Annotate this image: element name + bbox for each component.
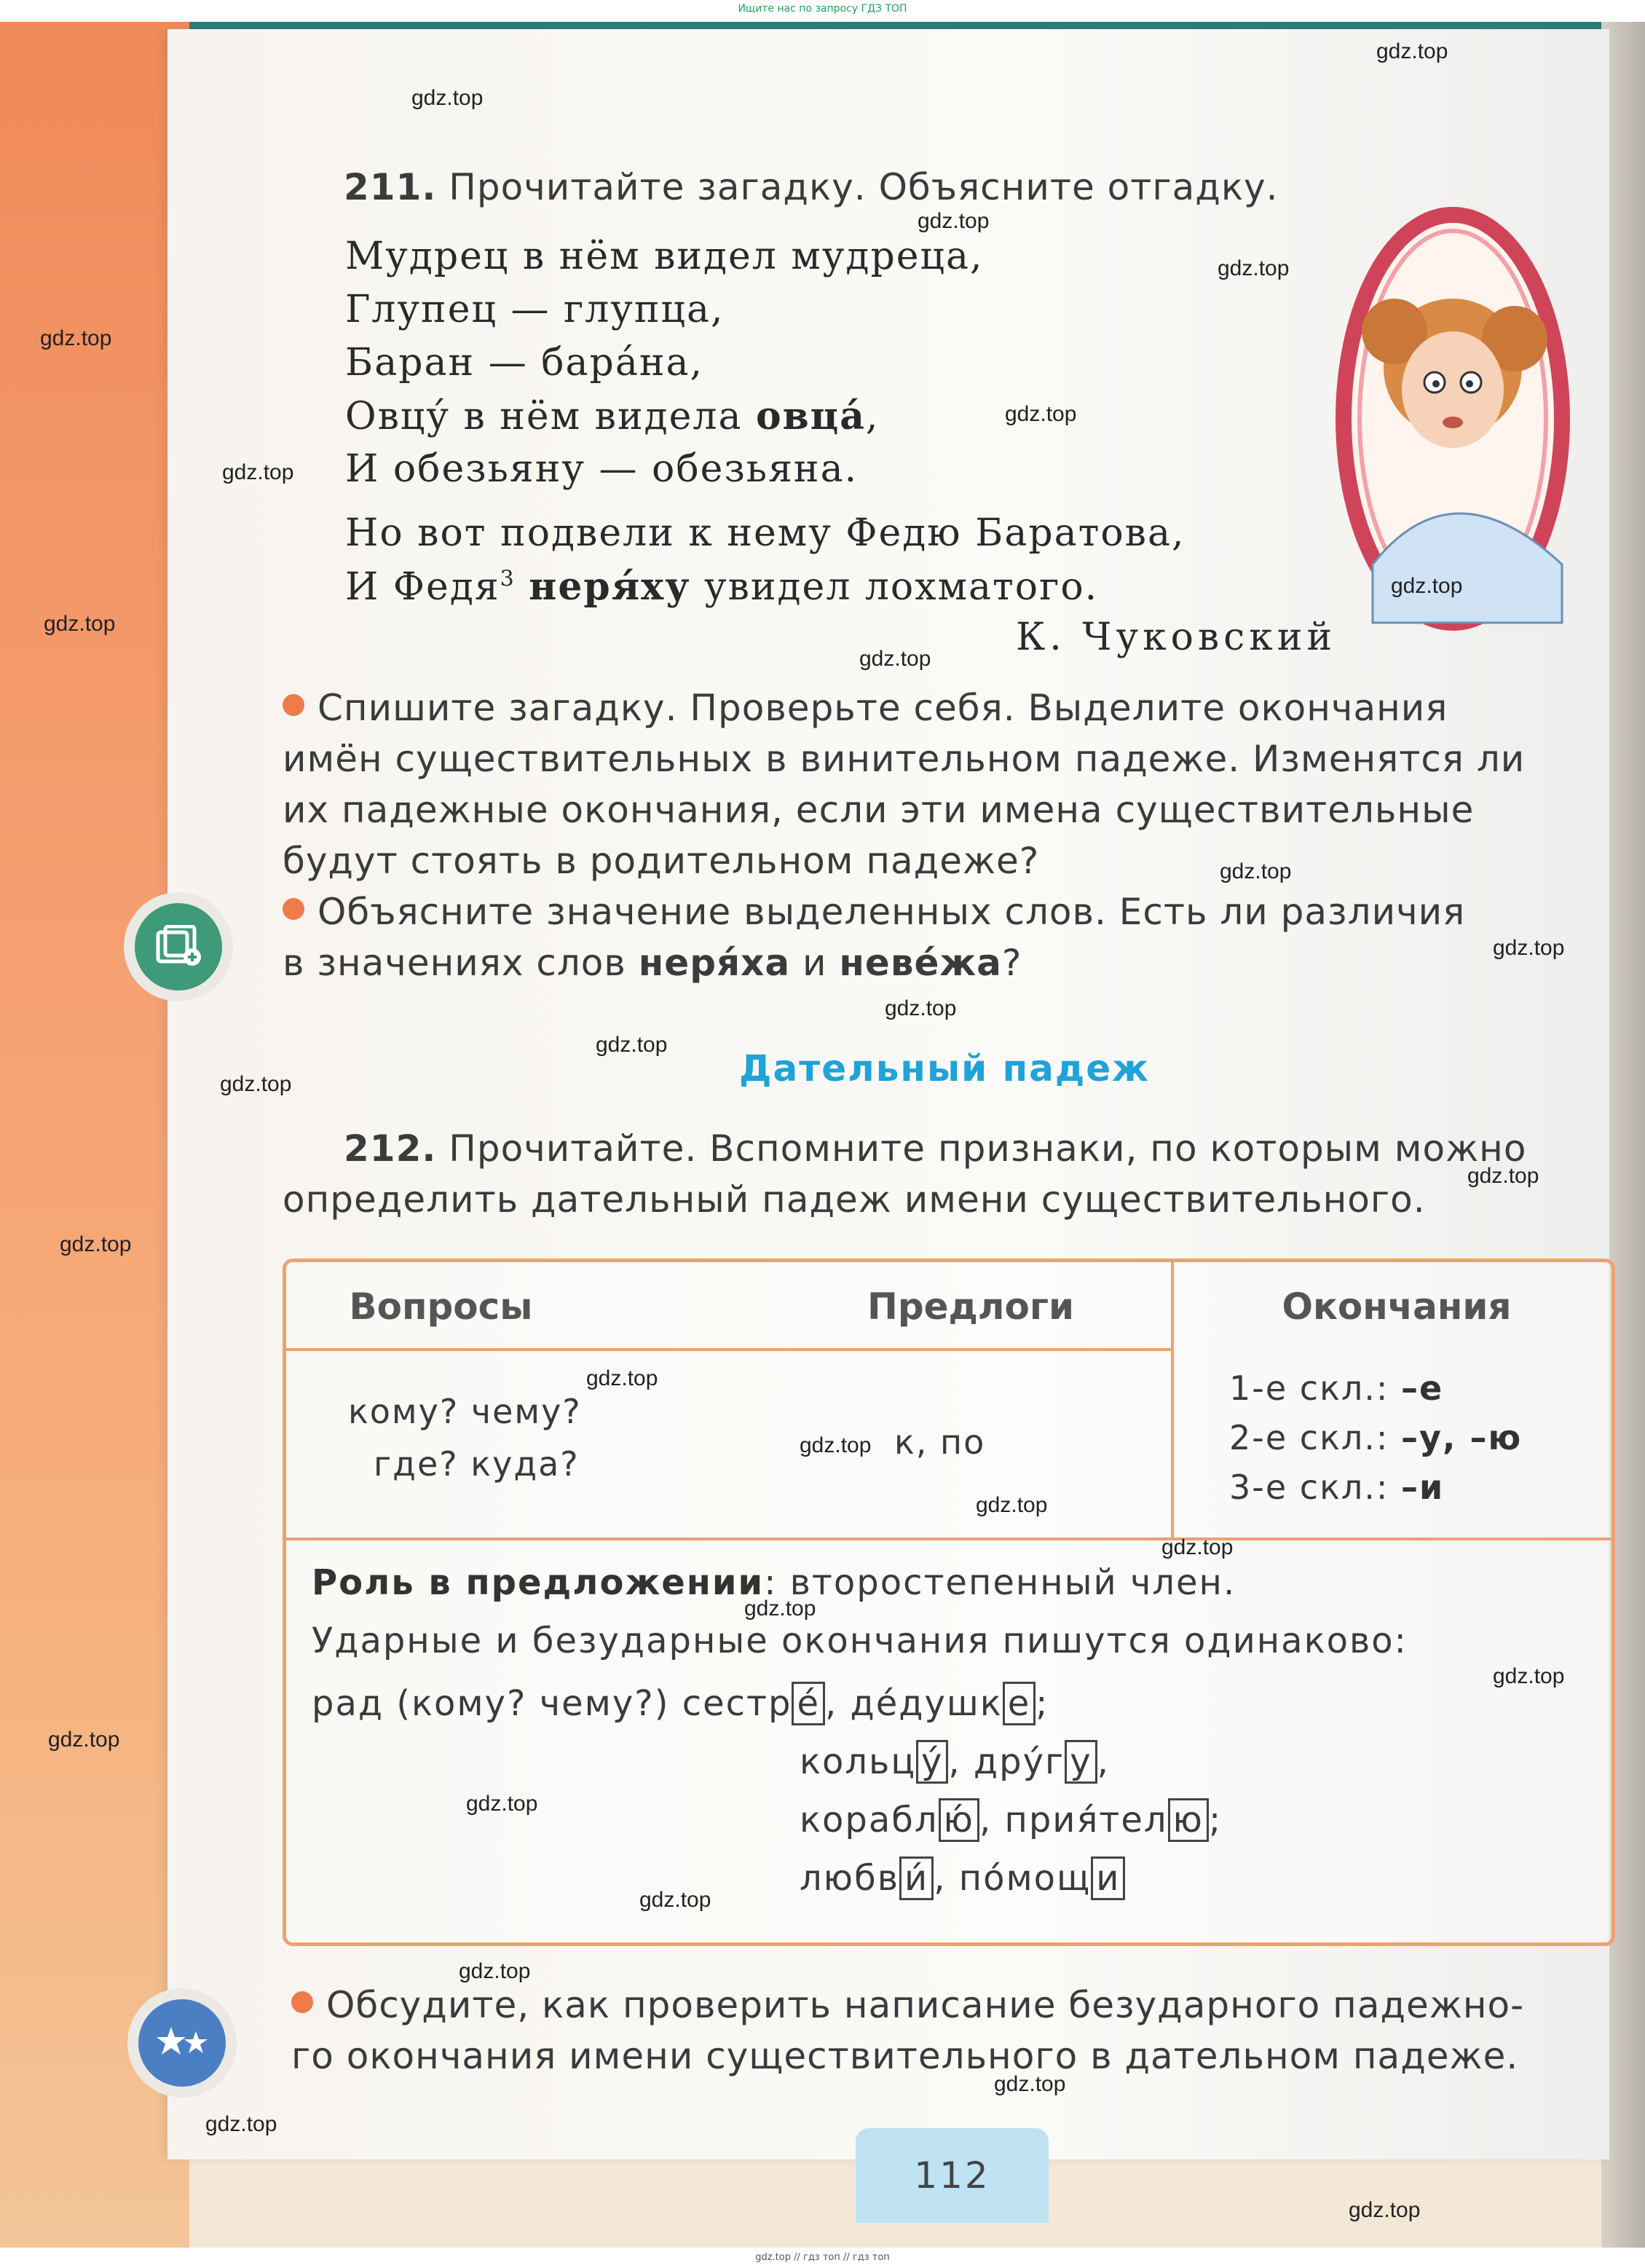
ending-decl-3-value: –и <box>1401 1468 1445 1507</box>
section-heading: Дательный падеж <box>739 1047 1150 1090</box>
watermark: gdz.top <box>44 612 116 636</box>
ex212-number: 212. <box>344 1127 437 1170</box>
ending-decl-1-label: 1-е скл.: <box>1229 1369 1402 1408</box>
watermark: gdz.top <box>1391 574 1463 598</box>
bottom-banner-text: gdz.top // гдз топ // гдз топ <box>755 2252 890 2263</box>
example-ending-box: и́ <box>899 1856 934 1900</box>
watermark: gdz.top <box>222 460 294 484</box>
ex211-task1-line3: их падежные окончания, если эти имена существительные <box>283 789 1475 831</box>
ending-decl-1-value: –е <box>1401 1369 1444 1408</box>
watermark: gdz.top <box>220 1072 292 1096</box>
example-stem: прия́тел <box>1004 1800 1168 1840</box>
watermark: gdz.top <box>48 1728 120 1752</box>
watermark: gdz.top <box>1376 39 1448 63</box>
example-stem: по́мощ <box>958 1858 1092 1899</box>
footnote-marker: 3 <box>500 566 516 592</box>
ending-decl-3-label: 3-е скл.: <box>1229 1468 1402 1507</box>
watermark: gdz.top <box>885 996 957 1020</box>
role-label: Роль в предложении <box>312 1562 765 1603</box>
table-divider <box>286 1348 1171 1351</box>
watermark: gdz.top <box>918 209 990 233</box>
ex211-task1-line2: имён существительных в винительном падеже. Изменятся ли <box>283 738 1526 780</box>
example-row-4 <box>800 1856 1125 1900</box>
watermark: gdz.top <box>744 1596 816 1621</box>
verse-line-2: Глупец — глупца, <box>345 288 725 331</box>
ex211-task2-line2 <box>283 942 1022 984</box>
dative-case-table <box>283 1259 1615 1946</box>
watermark: gdz.top <box>459 1959 531 1983</box>
questions-line-1: кому? чему? <box>348 1392 582 1431</box>
example-stem: де́душк <box>850 1683 1003 1724</box>
example-ending-box: у <box>1065 1740 1097 1784</box>
rule-text: Ударные и безударные окончания пишутся одинаково: <box>312 1621 1408 1661</box>
example-row-3 <box>800 1798 1222 1842</box>
verse-line-7-space <box>516 565 529 609</box>
watermark: gdz.top <box>1467 1164 1539 1188</box>
watermark: gdz.top <box>800 1433 872 1457</box>
verse-line-7-end: увидел лохматого. <box>690 565 1099 609</box>
watermark: gdz.top <box>1493 1664 1565 1688</box>
verse-line-7 <box>345 564 1098 609</box>
header-endings: Окончания <box>1282 1285 1512 1328</box>
verse-author: К. Чуковский <box>1016 615 1337 659</box>
example-separator: ; <box>1035 1683 1049 1724</box>
watermark: gdz.top <box>586 1366 658 1390</box>
example-separator: , <box>825 1683 851 1724</box>
example-stem: дру́г <box>973 1741 1065 1782</box>
ex211-title <box>344 166 1279 208</box>
bullet-icon <box>291 1991 313 2013</box>
left-margin <box>0 22 189 2248</box>
bullet-icon <box>283 694 304 716</box>
word-neryaha: неря́ха <box>638 942 791 984</box>
example-stem: кольц <box>800 1741 916 1782</box>
verse-line-4 <box>345 394 879 438</box>
prepositions-value: к, по <box>894 1422 986 1462</box>
bullet-icon <box>283 898 304 920</box>
example-separator: , <box>979 1800 1005 1840</box>
verse-word-neryahu: неря́ху <box>529 564 691 609</box>
table-divider <box>286 1537 1613 1540</box>
header-questions: Вопросы <box>349 1285 533 1328</box>
ending-decl-2-value: –у, –ю <box>1401 1418 1523 1457</box>
task3-line1 <box>291 1984 1524 2026</box>
verse-word-ovca: овца́ <box>755 394 866 438</box>
verse-line-4-start: Овцу́ в нём видела <box>345 395 756 438</box>
example-ending-box: ю <box>1168 1798 1209 1842</box>
watermark: gdz.top <box>60 1232 132 1256</box>
watermark: gdz.top <box>1220 859 1292 883</box>
example-row-2 <box>800 1740 1110 1784</box>
ex211-task1-line4: будут стоять в родительном падеже? <box>283 840 1040 882</box>
watermark: gdz.top <box>859 647 931 671</box>
example-separator: , <box>948 1741 974 1782</box>
ex211-task2-line1 <box>283 891 1465 933</box>
ex211-task2-qmark: ? <box>1001 942 1022 984</box>
example-ending-box: ю́ <box>939 1798 979 1842</box>
ex211-task1-line1 <box>283 687 1448 729</box>
example-ending-box: е́ <box>792 1682 825 1725</box>
task3-line2: го окончания имени существительного в дательном падеже. <box>291 2035 1519 2077</box>
watermark: gdz.top <box>1005 402 1077 426</box>
ex212-line2: определить дательный падеж имени существительного. <box>283 1178 1426 1221</box>
watermark: gdz.top <box>639 1888 711 1912</box>
header-prepositions: Предлоги <box>867 1285 1075 1328</box>
example-ending-box: и <box>1091 1856 1125 1900</box>
watermark: gdz.top <box>411 86 484 110</box>
questions-line-2: где? куда? <box>374 1444 580 1484</box>
verse-line-3: Баран — бара́на, <box>345 341 704 385</box>
watermark: gdz.top <box>1493 936 1565 960</box>
task3-text-1: Обсудите, как проверить написание безударного падежно- <box>326 1984 1525 2026</box>
ex211-task2-and: и <box>790 942 840 984</box>
example-separator: ; <box>1208 1800 1223 1840</box>
top-banner-text: Ищите нас по запросу ГДЗ ТОП <box>738 3 907 15</box>
discuss-stars-icon <box>127 1988 237 2098</box>
watermark: gdz.top <box>596 1033 668 1057</box>
example-separator: , <box>1097 1741 1110 1782</box>
ex211-instruction: Прочитайте загадку. Объясните отгадку. <box>449 166 1279 208</box>
page-number: 112 <box>856 2128 1049 2223</box>
ex211-task1-text-1: Спишите загадку. Проверьте себя. Выделите окончания <box>317 687 1448 729</box>
example-ending-box: е <box>1003 1682 1036 1725</box>
example-stem: корабл <box>800 1800 939 1840</box>
watermark: gdz.top <box>466 1792 538 1816</box>
watermark: gdz.top <box>994 2072 1066 2096</box>
role-value: : второстепенный член. <box>764 1562 1236 1603</box>
watermark: gdz.top <box>1218 256 1290 280</box>
watermark: gdz.top <box>1161 1535 1234 1559</box>
watermark: gdz.top <box>40 326 112 350</box>
word-nevezha: неве́жа <box>839 942 1002 984</box>
watermark: gdz.top <box>205 2112 277 2136</box>
ending-decl-3 <box>1229 1468 1444 1507</box>
top-banner <box>0 0 1645 22</box>
verse-line-6: Но вот подвели к нему Федю Баратова, <box>345 511 1186 555</box>
verse-line-5: И обезьяну — обезьяна. <box>345 447 859 491</box>
example-separator: , <box>934 1858 959 1899</box>
ex212-line1 <box>344 1127 1526 1170</box>
example-stem: сестр <box>682 1683 792 1724</box>
verse-line-1: Мудрец в нём видел мудреца, <box>345 235 984 278</box>
ending-decl-2 <box>1229 1418 1522 1457</box>
example-stem: любв <box>800 1858 899 1899</box>
ending-decl-1 <box>1229 1369 1443 1408</box>
example-ending-box: у́ <box>916 1740 948 1784</box>
copy-task-icon <box>124 892 233 1001</box>
verse-line-7-start: И Федя <box>345 565 500 609</box>
ex211-number: 211. <box>344 166 437 208</box>
bottom-banner <box>0 2248 1645 2268</box>
ex211-task2-text-2: в значениях слов <box>283 942 639 984</box>
example-prefix: рад (кому? чему?) <box>312 1683 682 1724</box>
watermark: gdz.top <box>1349 2198 1421 2222</box>
watermark: gdz.top <box>976 1493 1048 1517</box>
ex212-text-1: Прочитайте. Вспомните признаки, по которым можно <box>449 1127 1527 1170</box>
table-divider <box>1171 1262 1174 1540</box>
ending-decl-2-label: 2-е скл.: <box>1229 1418 1402 1457</box>
verse-line-4-end: , <box>865 395 880 438</box>
example-row-1 <box>312 1682 1049 1725</box>
ex211-task2-text-1: Объясните значение выделенных слов. Есть ли различия <box>317 891 1466 933</box>
